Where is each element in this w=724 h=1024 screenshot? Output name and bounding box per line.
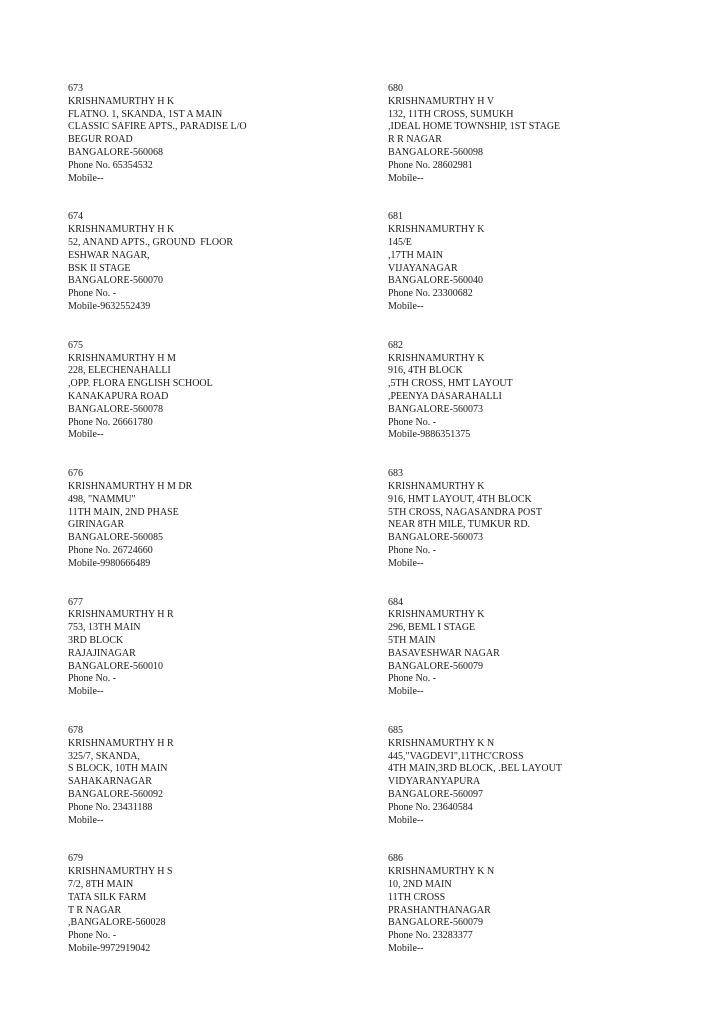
address-line-3: GIRINAGAR: [68, 519, 125, 531]
entry-name: KRISHNAMURTHY H R: [68, 737, 174, 749]
address-line-3: VIDYARANYAPURA: [388, 776, 481, 788]
city-pincode: BANGALORE-560068: [68, 146, 163, 158]
phone-number: Phone No. 23283377: [388, 930, 473, 942]
address-line-2: TATA SILK FARM: [68, 891, 147, 903]
directory-entry: [68, 340, 368, 468]
address-line-2: ,5TH CROSS, HMT LAYOUT: [388, 378, 513, 390]
city-pincode: BANGALORE-560073: [388, 532, 483, 544]
address-line-1: 52, ANAND APTS., GROUND FLOOR: [68, 236, 234, 248]
mobile-number: Mobile--: [68, 686, 104, 698]
mobile-number: Mobile--: [388, 686, 424, 698]
city-pincode: ,BANGALORE-560028: [68, 917, 166, 929]
city-pincode: BANGALORE-560078: [68, 403, 163, 415]
address-line-2: ,IDEAL HOME TOWNSHIP, 1ST STAGE: [388, 121, 561, 133]
address-line-3: BEGUR ROAD: [68, 134, 133, 146]
entry-name: KRISHNAMURTHY H R: [68, 609, 174, 621]
directory-entry: [68, 83, 368, 211]
phone-number: Phone No. -: [388, 673, 437, 685]
address-line-3: NEAR 8TH MILE, TUMKUR RD.: [388, 519, 531, 531]
directory-entry: [68, 853, 368, 981]
address-line-3: PRASHANTHANAGAR: [388, 904, 491, 916]
address-line-2: 5TH CROSS, NAGASANDRA POST: [388, 506, 542, 518]
address-line-2: 5TH MAIN: [388, 634, 436, 646]
mobile-number: Mobile-9972919042: [68, 942, 151, 954]
address-line-3: KANAKAPURA ROAD: [68, 390, 169, 402]
phone-number: Phone No. 65354532: [68, 159, 153, 171]
entry-number: 680: [388, 83, 403, 94]
address-line-2: 4TH MAIN,3RD BLOCK, .BEL LAYOUT: [388, 763, 562, 775]
address-line-2: S BLOCK, 10TH MAIN: [68, 763, 168, 775]
directory-entry: [388, 83, 688, 211]
address-line-3: SAHAKARNAGAR: [68, 776, 152, 788]
city-pincode: BANGALORE-560079: [388, 917, 483, 929]
directory-entry: [388, 468, 688, 596]
address-line-2: ,17TH MAIN: [388, 249, 443, 261]
address-line-1: 916, 4TH BLOCK: [388, 365, 463, 377]
address-line-1: 7/2, 8TH MAIN: [68, 878, 134, 890]
address-line-1: 10, 2ND MAIN: [388, 878, 452, 890]
entry-name: KRISHNAMURTHY H M: [68, 352, 176, 364]
entry-number: 674: [68, 211, 83, 223]
phone-number: Phone No. 23300682: [388, 288, 473, 300]
entry-number: 686: [388, 853, 403, 865]
mobile-number: Mobile--: [388, 942, 424, 954]
address-line-2: ESHWAR NAGAR,: [68, 249, 150, 261]
entry-name: KRISHNAMURTHY K: [388, 480, 485, 492]
address-line-3: ,PEENYA DASARAHALLI: [388, 390, 502, 402]
mobile-number: Mobile--: [68, 172, 104, 184]
address-line-3: BSK II STAGE: [68, 262, 131, 274]
address-line-1: 296, BEML I STAGE: [388, 622, 476, 634]
entry-name: KRISHNAMURTHY H S: [68, 866, 173, 878]
city-pincode: BANGALORE-560097: [388, 788, 483, 800]
mobile-number: Mobile--: [388, 814, 424, 826]
city-pincode: BANGALORE-560098: [388, 146, 483, 158]
entry-name: KRISHNAMURTHY K N: [388, 737, 495, 749]
entry-name: KRISHNAMURTHY H K: [68, 95, 175, 107]
entry-name: KRISHNAMURTHY H K: [68, 224, 175, 236]
entry-number: 679: [68, 853, 83, 865]
mobile-number: Mobile-9632552439: [68, 300, 151, 312]
mobile-number: Mobile--: [388, 300, 424, 312]
entry-number: 675: [68, 339, 83, 351]
directory-entry: [388, 853, 688, 981]
address-line-2: ,OPP. FLORA ENGLISH SCHOOL: [68, 378, 213, 390]
phone-number: Phone No. -: [388, 544, 437, 556]
mobile-number: Mobile--: [388, 172, 424, 184]
entry-number: 677: [68, 596, 83, 608]
address-line-3: T R NAGAR: [68, 904, 122, 916]
right-column: [388, 83, 688, 982]
entry-number: 683: [388, 468, 403, 480]
address-line-2: 11TH MAIN, 2ND PHASE: [68, 506, 179, 518]
address-line-1: 498, "NAMMU": [68, 493, 136, 505]
address-line-2: CLASSIC SAFIRE APTS., PARADISE L/O: [68, 121, 247, 133]
address-line-2: 11TH CROSS: [388, 891, 446, 903]
directory-entry: [388, 340, 688, 468]
city-pincode: BANGALORE-560079: [388, 660, 483, 672]
entry-name: KRISHNAMURTHY K: [388, 224, 485, 236]
phone-number: Phone No. 26661780: [68, 416, 153, 428]
city-pincode: BANGALORE-560070: [68, 275, 163, 287]
directory-entry: [68, 597, 368, 725]
mobile-number: Mobile-9886351375: [388, 429, 471, 441]
entry-number: 681: [388, 211, 403, 223]
address-line-1: 228, ELECHENAHALLI: [68, 365, 171, 377]
entry-number: 682: [388, 339, 403, 351]
address-line-3: RAJAJINAGAR: [68, 647, 136, 659]
entry-number: 684: [388, 596, 403, 608]
city-pincode: BANGALORE-560073: [388, 403, 483, 415]
directory-entry: [68, 468, 368, 596]
address-line-1: 445,"VAGDEVI",11THC'CROSS: [388, 750, 524, 762]
address-line-1: 145/E: [388, 236, 412, 248]
address-line-1: 132, 11TH CROSS, SUMUKH: [388, 108, 514, 120]
mobile-number: Mobile--: [68, 429, 104, 441]
directory-entry: [388, 725, 688, 853]
address-line-1: FLATNO. 1, SKANDA, 1ST A MAIN: [68, 108, 223, 120]
entry-name: KRISHNAMURTHY K N: [388, 866, 495, 878]
entry-name: KRISHNAMURTHY K: [388, 352, 485, 364]
city-pincode: BANGALORE-560085: [68, 532, 163, 544]
city-pincode: BANGALORE-560040: [388, 275, 483, 287]
entry-number: 673: [68, 83, 83, 94]
mobile-number: Mobile--: [68, 814, 104, 826]
address-line-1: 325/7, SKANDA,: [68, 750, 140, 762]
entry-name: KRISHNAMURTHY H M DR: [68, 480, 193, 492]
phone-number: Phone No. -: [388, 416, 437, 428]
entry-name: KRISHNAMURTHY K: [388, 609, 485, 621]
directory-entry: [388, 597, 688, 725]
entry-number: 685: [388, 724, 403, 736]
directory-entry: [68, 211, 368, 339]
left-column: [68, 83, 368, 982]
address-line-3: R R NAGAR: [388, 134, 442, 146]
entry-number: 676: [68, 468, 83, 480]
address-line-1: 753, 13TH MAIN: [68, 622, 141, 634]
phone-number: Phone No. 26724660: [68, 544, 153, 556]
mobile-number: Mobile-9980666489: [68, 557, 151, 569]
entry-name: KRISHNAMURTHY H V: [388, 95, 495, 107]
phone-number: Phone No. -: [68, 673, 117, 685]
city-pincode: BANGALORE-560092: [68, 788, 163, 800]
directory-entry: [68, 725, 368, 853]
entry-number: 678: [68, 724, 83, 736]
address-line-3: BASAVESHWAR NAGAR: [388, 647, 500, 659]
address-line-3: VIJAYANAGAR: [388, 262, 458, 274]
phone-number: Phone No. -: [68, 288, 117, 300]
city-pincode: BANGALORE-560010: [68, 660, 163, 672]
address-line-1: 916, HMT LAYOUT, 4TH BLOCK: [388, 493, 532, 505]
phone-number: Phone No. -: [68, 930, 117, 942]
phone-number: Phone No. 28602981: [388, 159, 473, 171]
phone-number: Phone No. 23640584: [388, 801, 473, 813]
address-line-2: 3RD BLOCK: [68, 634, 124, 646]
directory-entry: [388, 211, 688, 339]
mobile-number: Mobile--: [388, 557, 424, 569]
phone-number: Phone No. 23431188: [68, 801, 153, 813]
